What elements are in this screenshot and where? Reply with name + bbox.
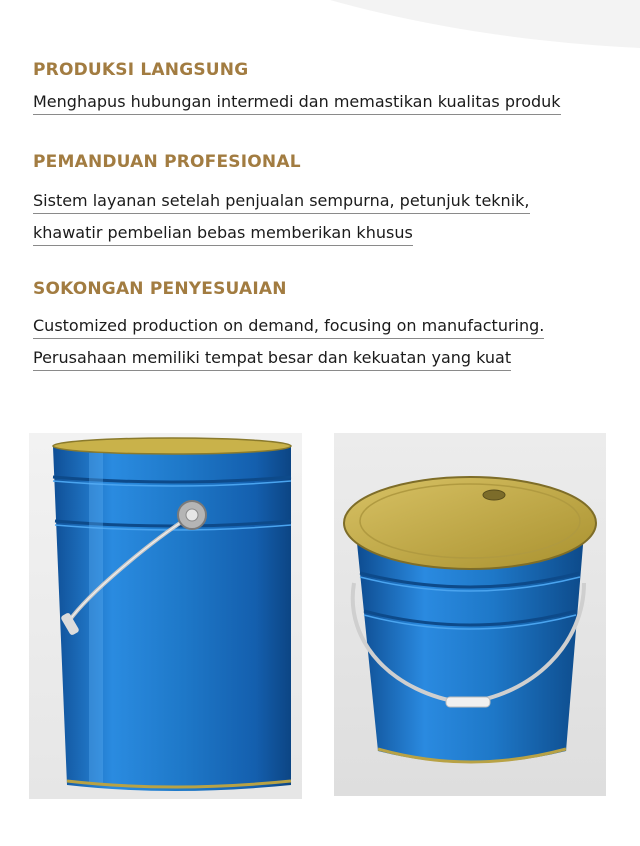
section-heading-produksi-langsung: PRODUKSI LANGSUNG bbox=[33, 60, 249, 80]
section-text-line: Customized production on demand, focusing on manufacturing. bbox=[33, 316, 544, 339]
section-heading-sokongan-penyesuaian: SOKONGAN PENYESUAIAN bbox=[33, 279, 287, 299]
section-text-line: Perusahaan memiliki tempat besar dan kekuatan yang kuat bbox=[33, 348, 511, 371]
bucket-lid-photo bbox=[334, 433, 606, 796]
section-text-line: Menghapus hubungan intermedi dan memastikan kualitas produk bbox=[33, 92, 561, 115]
section-text-line: Sistem layanan setelah penjualan sempurna, petunjuk teknik, bbox=[33, 191, 530, 214]
blue-metal-pail-icon bbox=[29, 433, 302, 799]
bucket-side-photo bbox=[29, 433, 302, 799]
section-text-line: khawatir pembelian bebas memberikan khusus bbox=[33, 223, 413, 246]
top-decorative-swoosh bbox=[0, 0, 640, 60]
blue-metal-pail-with-lid-icon bbox=[334, 433, 606, 796]
section-heading-pemanduan-profesional: PEMANDUAN PROFESIONAL bbox=[33, 152, 301, 172]
